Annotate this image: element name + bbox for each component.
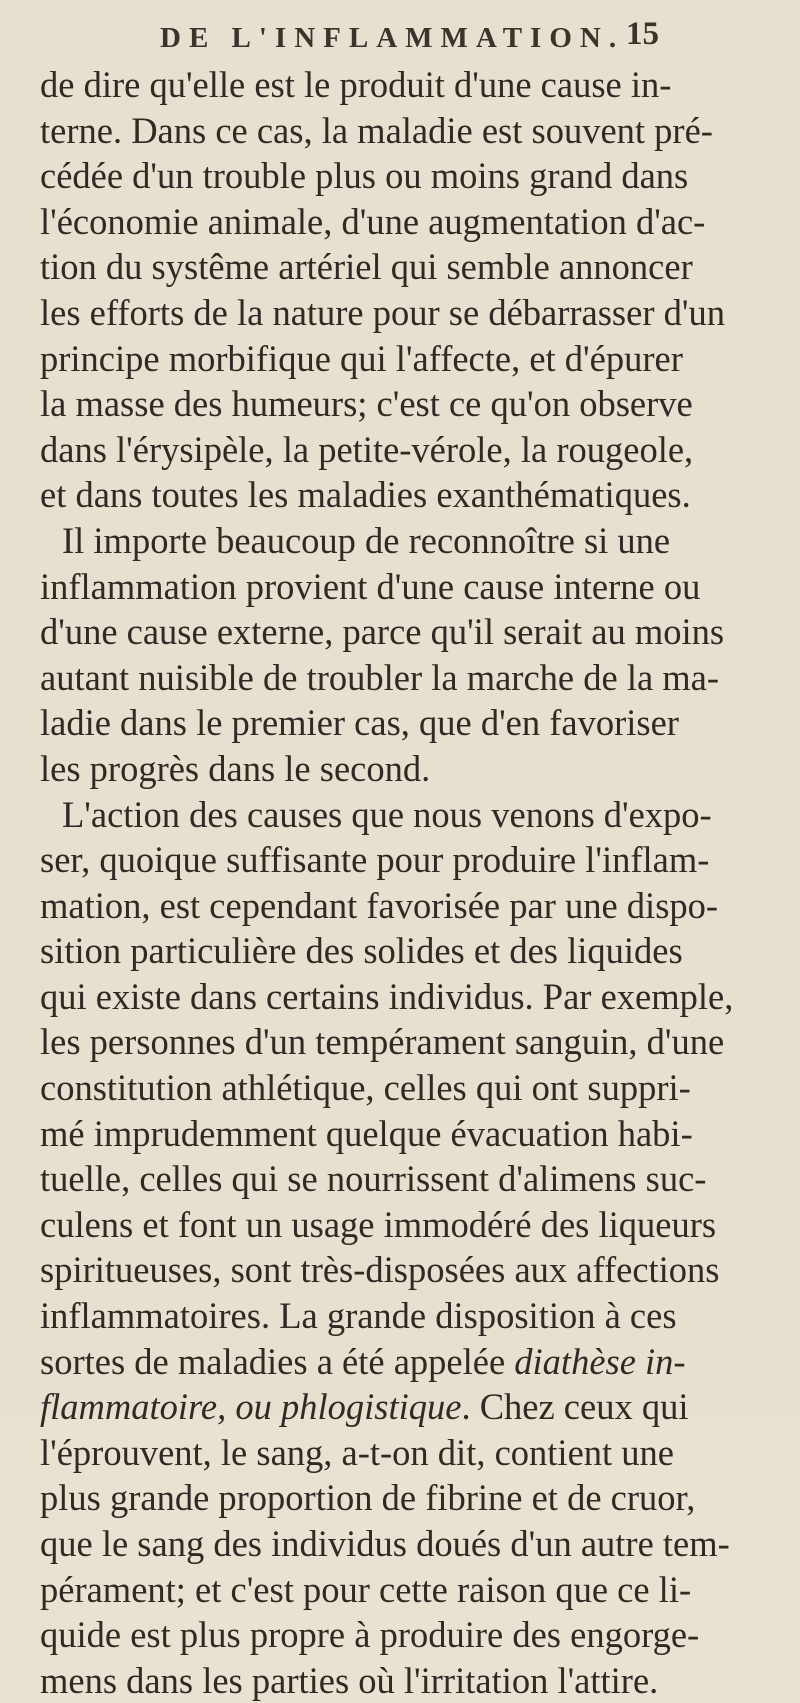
text-line: l'économie animale, d'une augmentation d'ac-	[40, 200, 706, 242]
text-line: constitution athlétique, celles qui ont suppri-	[40, 1067, 691, 1109]
text-line: L'action des causes que nous venons d'expo-	[62, 793, 712, 835]
text-line: les progrès dans le second.	[40, 747, 431, 789]
text-line: principe morbifique qui l'affecte, et d'épurer	[40, 337, 683, 379]
text-line	[40, 1339, 780, 1385]
text-line: de dire qu'elle est le produit d'une cause in-	[40, 64, 672, 105]
text-line: quide est plus propre à produire des engorge-	[40, 1614, 700, 1656]
text-line: sition particulière des solides et des liquides	[40, 930, 683, 972]
body-text	[40, 62, 780, 1703]
text-line: tion du systême artériel qui semble annoncer	[40, 246, 693, 288]
text-line: pérament; et c'est pour cette raison que ce li-	[40, 1568, 692, 1610]
text-segment: flammatoire, ou	[40, 1386, 281, 1428]
text-segment: sortes de maladies a été appelée	[40, 1340, 515, 1382]
text-line: dans l'érysipèle, la petite-vérole, la rougeole,	[40, 428, 694, 470]
text-segment: . Chez ceux qui	[461, 1386, 689, 1428]
text-line: d'une cause externe, parce qu'il serait au moins	[40, 611, 725, 653]
text-line: ladie dans le premier cas, que d'en favoriser	[40, 702, 679, 744]
text-line: l'éprouvent, le sang, a-t-on dit, contient une	[40, 1431, 674, 1473]
italic-term-phlogistique: phlogistique	[280, 1386, 462, 1428]
text-line: autant nuisible de troubler la marche de la ma-	[40, 656, 720, 698]
italic-term-diathese: diathèse in-	[514, 1340, 686, 1382]
text-line: Il importe beaucoup de reconnoître si une	[62, 519, 671, 561]
text-line: cédée d'un trouble plus ou moins grand dans	[40, 155, 689, 197]
text-line: terne. Dans ce cas, la maladie est souvent pré-	[40, 109, 713, 151]
running-head: DE L'INFLAMMATION.	[160, 22, 625, 54]
text-line: inflammation provient d'une cause interne ou	[40, 565, 701, 607]
text-line: ser, quoique suffisante pour produire l'inflam-	[40, 839, 710, 881]
text-line: inflammatoires. La grande disposition à ces	[40, 1295, 677, 1337]
text-line: mens dans les parties où l'irritation l'attire.	[40, 1659, 659, 1701]
text-line: et dans toutes les maladies exanthématiques.	[40, 474, 691, 516]
text-line: les efforts de la nature pour se débarrasser d'un	[40, 291, 725, 333]
text-line: tuelle, celles qui se nourrissent d'alimens suc-	[40, 1158, 707, 1200]
text-line: que le sang des individus doués d'un autre tem-	[40, 1523, 730, 1564]
text-line: mé imprudemment quelque évacuation habi-	[40, 1112, 693, 1154]
text-line: spiritueuses, sont très-disposées aux affections	[40, 1249, 720, 1291]
page-number: 15	[626, 16, 659, 52]
text-line: la masse des humeurs; c'est ce qu'on observe	[40, 383, 693, 425]
text-line: les personnes d'un tempérament sanguin, d'une	[40, 1021, 725, 1063]
text-line: culens et font un usage immodéré des liqueurs	[40, 1203, 717, 1245]
text-line: qui existe dans certains individus. Par exemple,	[40, 975, 734, 1017]
text-line: mation, est cependant favorisée par une dispo-	[40, 884, 719, 926]
text-line: plus grande proportion de fibrine et de cruor,	[40, 1477, 696, 1519]
text-line	[40, 1384, 780, 1430]
